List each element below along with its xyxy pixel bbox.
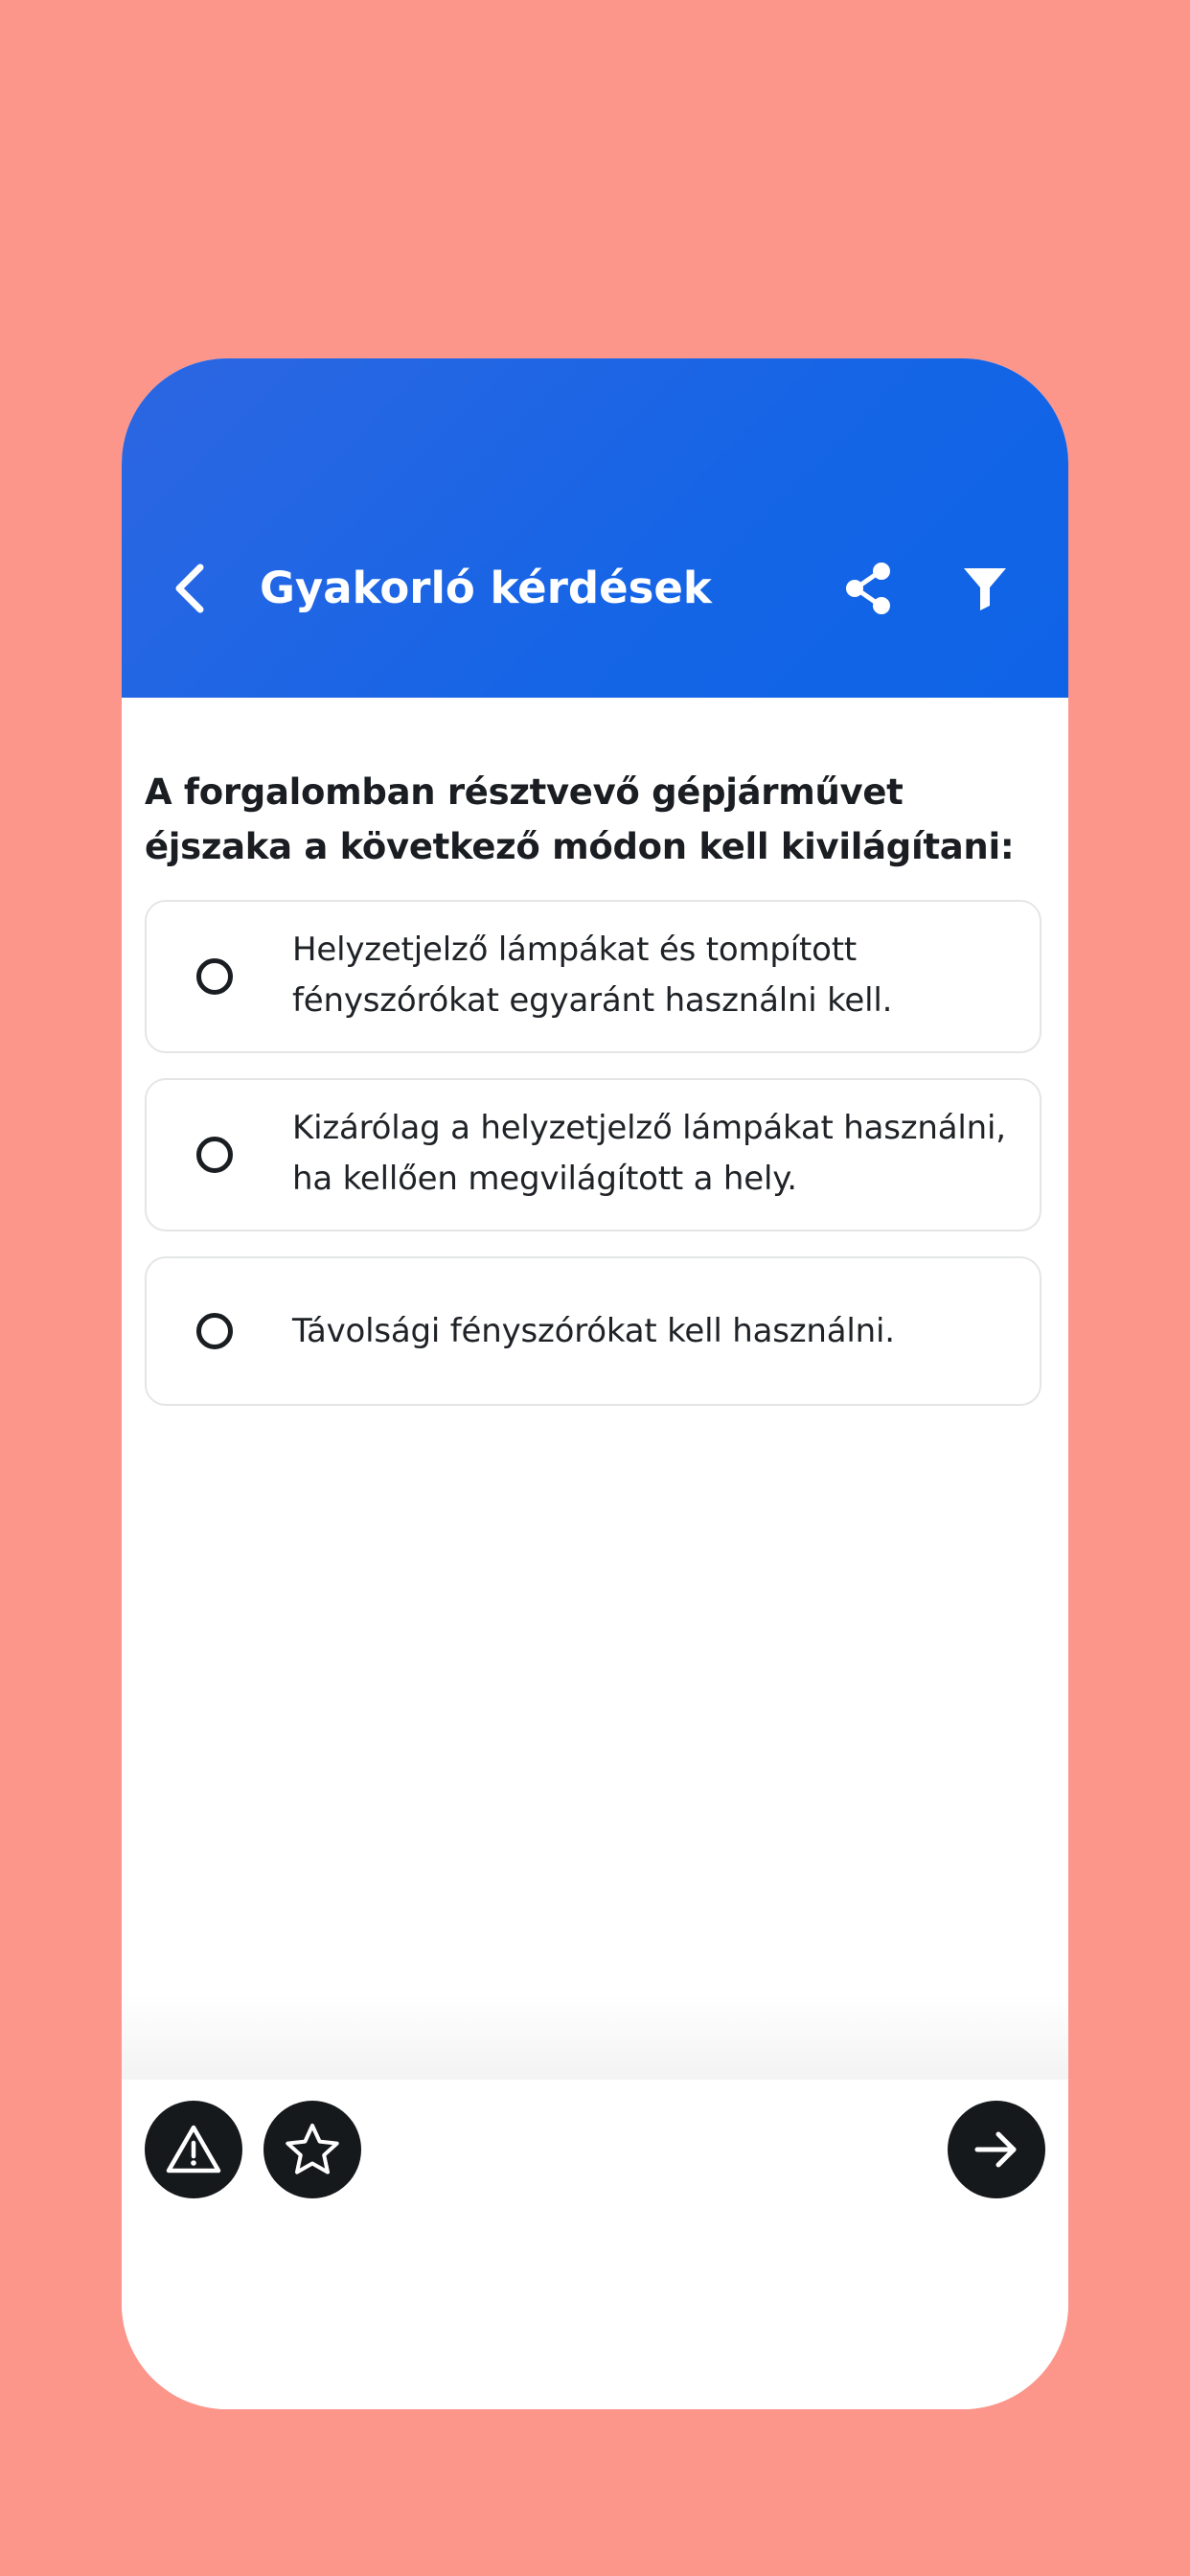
answer-option-1[interactable]	[145, 900, 1041, 1053]
share-button[interactable]	[838, 558, 900, 619]
share-icon	[844, 562, 894, 615]
filter-icon	[961, 564, 1009, 612]
bottom-fade	[122, 1993, 1068, 2080]
radio-button[interactable]	[196, 1313, 233, 1349]
arrow-right-icon	[972, 2127, 1021, 2173]
answer-option-3[interactable]	[145, 1256, 1041, 1406]
star-icon	[284, 2122, 341, 2177]
app-header	[122, 358, 1068, 698]
page-title: Gyakorló kérdések	[260, 563, 712, 613]
favorite-button[interactable]	[263, 2101, 361, 2198]
radio-button[interactable]	[196, 1137, 233, 1173]
question-text: A forgalomban résztvevő gépjárművet éjszaka a következő módon kell kivilágítani:	[145, 771, 1015, 867]
bottom-bar	[122, 2080, 1068, 2409]
filter-button[interactable]	[954, 558, 1016, 619]
answer-label: Helyzetjelző lámpákat és tompított fényszórókat egyaránt használni kell.	[292, 931, 893, 1020]
warning-icon	[165, 2123, 222, 2176]
radio-button[interactable]	[196, 958, 233, 995]
back-button[interactable]	[160, 558, 221, 619]
next-button[interactable]	[948, 2101, 1045, 2198]
phone-frame	[122, 358, 1068, 2409]
answer-option-2[interactable]	[145, 1078, 1041, 1231]
answer-label: Távolsági fényszórókat kell használni.	[292, 1312, 895, 1350]
chevron-left-icon	[170, 562, 212, 615]
answer-label: Kizárólag a helyzetjelző lámpákat használni, ha kellően megvilágított a hely.	[292, 1109, 1006, 1198]
report-button[interactable]	[145, 2101, 242, 2198]
